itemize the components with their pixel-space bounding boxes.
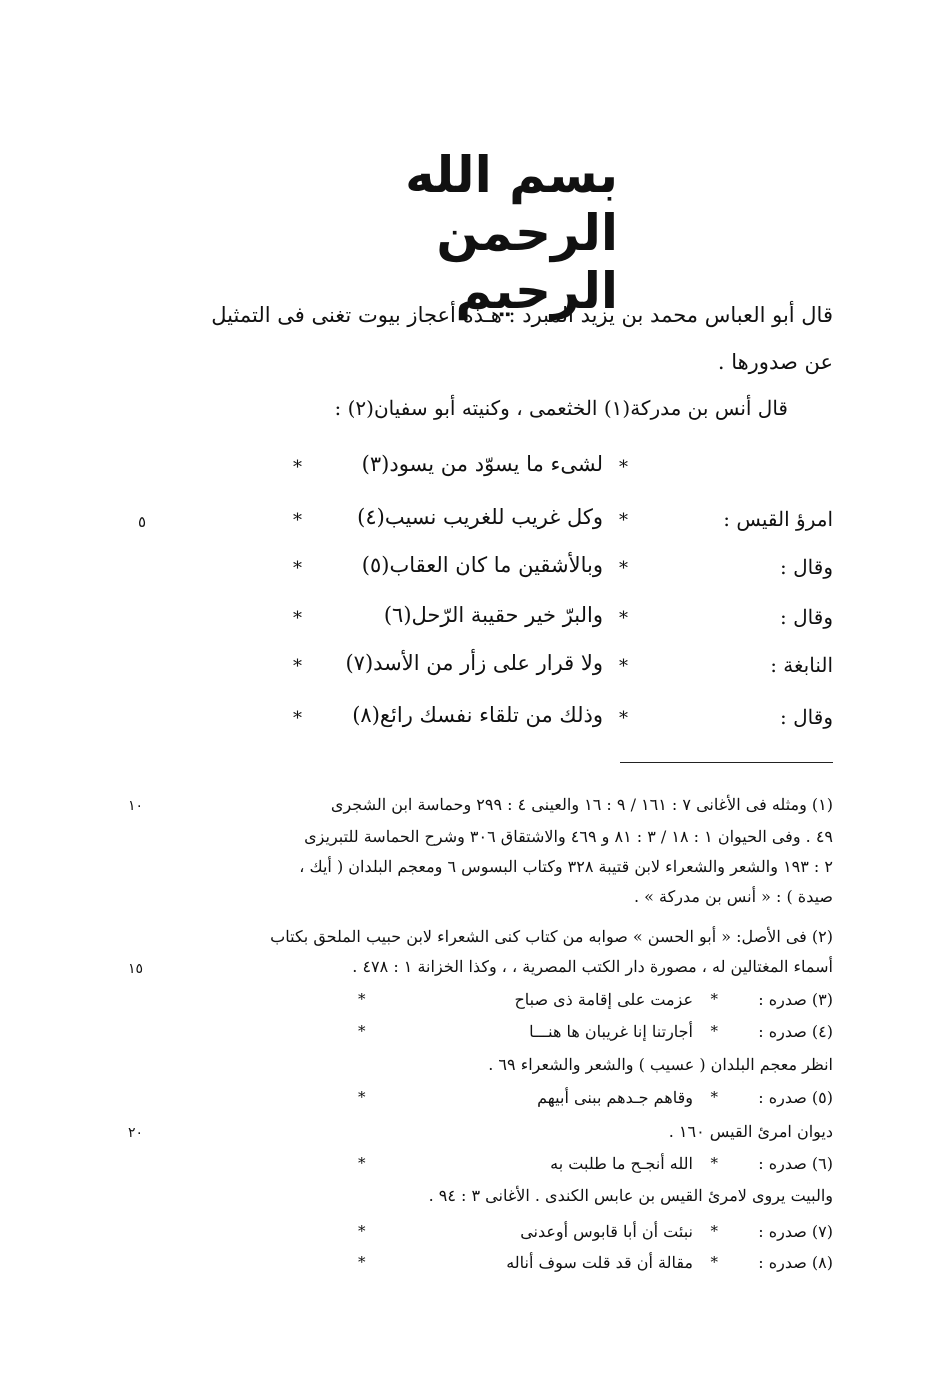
star-marker: * [710,1022,718,1040]
star-marker: * [293,708,302,729]
verse-row [120,505,833,541]
footnote-6-note: والبيت يروى لامرئ القيس بن عابس الكندى . الأغانى ٣ : ٩٤ . [428,1186,833,1205]
poet-name: وقال : [780,605,833,629]
star-marker: * [293,510,302,531]
star-marker: * [358,990,366,1008]
footnote-4 [0,1022,933,1050]
line-number-20: ٢٠ [128,1125,144,1141]
intro-sub-line: قال أنس بن مدركة(١) الخثعمى ، وكنيته أبو سفيان(٢) : [334,396,788,420]
footnote-label: (٨) صدره : [758,1253,833,1272]
star-marker: * [293,558,302,579]
basmala-calligraphy: بسم الله الرحمن الرحيم [405,146,618,320]
verse-row [120,452,833,488]
star-marker: * [710,1253,718,1271]
star-marker: * [619,708,628,729]
verse-text: وذلك من تلقاء نفسك رائع(٨) [352,703,603,727]
footnote-label: (٤) صدره : [758,1022,833,1041]
footnote-1-line-2: ٤٩ . وفى الحيوان ١ : ١٨ / ٣ : ٨١ و ٤٦٩ والاشتقاق ٣٠٦ وشرح الحماسة للتبريزى [304,827,833,846]
star-marker: * [619,656,628,677]
verse-row [120,603,833,639]
poet-name: وقال : [780,705,833,729]
verse-row [120,553,833,589]
line-number-15: ١٥ [128,961,144,977]
hemistich: أجارتنا إنا غريبان ها هنـــا [529,1022,693,1041]
star-marker: * [710,1222,718,1240]
verse-text: لشىء ما يسوّد من يسود(٣) [361,452,603,476]
star-marker: * [293,656,302,677]
verse-row [120,651,833,687]
star-marker: * [619,608,628,629]
hemistich: مقالة أن قد قلت سوف أناله [506,1253,693,1272]
verse-row [120,703,833,739]
star-marker: * [619,558,628,579]
footnote-6 [0,1154,933,1182]
line-number: ٥ [138,513,147,531]
footnote-1-line-1: (١) ومثله فى الأغانى ٧ : ١٦١ / ٩ : ١٦ والعينى ٤ : ٢٩٩ وحماسة ابن الشجرى [330,795,833,814]
star-marker: * [710,1154,718,1172]
footnote-8 [0,1253,933,1281]
star-marker: * [710,1088,718,1106]
verse-text: وبالأشقين ما كان العقاب(٥) [361,553,603,577]
poet-name: وقال : [780,555,833,579]
footnote-5-note: ديوان امرئ القيس ١٦٠ . [668,1122,833,1141]
footnote-3 [0,990,933,1018]
verse-text: ولا قرار على زأر من الأسد(٧) [345,651,603,675]
hemistich: الله أنجـح ما طلبت به [550,1154,693,1173]
poet-name: النابغة : [770,653,833,677]
verse-text: والبرّ خير حقيبة الرّحل(٦) [383,603,603,627]
star-marker: * [619,457,628,478]
hemistich: نبئت أن أبا قابوس أوعدنى [520,1222,693,1241]
footnote-4-note: انظر معجم البلدان ( عسيب ) والشعر والشعراء ٦٩ . [488,1055,833,1074]
footnote-1-line-3: ٢ : ١٩٣ والشعر والشعراء لابن قتيبة ٣٢٨ وكتاب البسوس ٦ ومعجم البلدان ( أيك ، [299,857,833,876]
hemistich: عزمت على إقامة ذى صباح [514,990,693,1009]
footnote-label: (٥) صدره : [758,1088,833,1107]
star-marker: * [358,1088,366,1106]
star-marker: * [293,457,302,478]
footnote-1-line-4: صيدة ) : « أنس بن مدركة » . [634,887,833,906]
hemistich: وقاهم جـدهم ببنى أبيهم [537,1088,693,1107]
star-marker: * [358,1222,366,1240]
star-marker: * [358,1022,366,1040]
star-marker: * [293,608,302,629]
footnote-label: (٣) صدره : [758,990,833,1009]
poet-name: امرؤ القيس : [723,507,833,531]
line-number-10: ١٠ [128,798,144,814]
star-marker: * [358,1154,366,1172]
verse-text: وكل غريب للغريب نسيب(٤) [357,505,603,529]
footnote-label: (٦) صدره : [758,1154,833,1173]
footnote-2-line-2: أسماء المغتالين له ، مصورة دار الكتب المصرية ، ، وكذا الخزانة ١ : ٤٧٨ . [352,957,833,976]
footnote-2-line-1: (٢) فى الأصل: « أبو الحسن » صوابه من كتاب كنى الشعراء لابن حبيب الملحق بكتاب [270,927,833,946]
star-marker: * [619,510,628,531]
star-marker: * [358,1253,366,1271]
footnote-7 [0,1222,933,1250]
intro-line-1: قال أبو العباس محمد بن يزيد المبرد : هـذه أعجاز بيوت تغنى فى التمثيل [211,303,833,327]
footnote-label: (٧) صدره : [758,1222,833,1241]
intro-line-2: عن صدورها . [717,350,833,374]
footnote-divider [620,762,833,763]
footnote-5 [0,1088,933,1116]
star-marker: * [710,990,718,1008]
